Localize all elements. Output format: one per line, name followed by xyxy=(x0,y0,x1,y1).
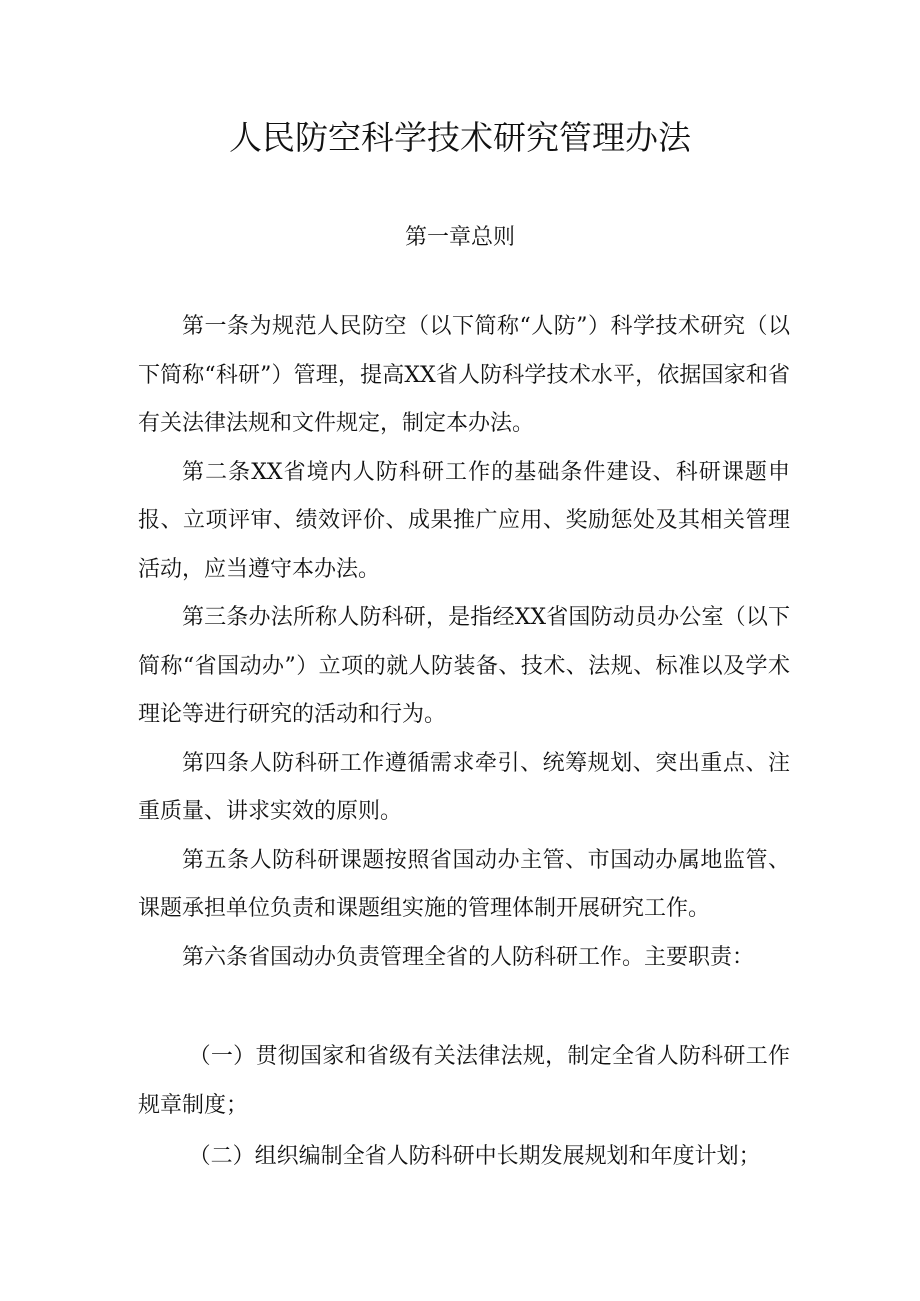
article-2: 第二条XX省境内人防科研工作的基础条件建设、科研课题申报、立项评审、绩效评价、成果推广应用、奖励惩处及其相关管理活动，应当遵守本办法。 xyxy=(138,459,790,582)
article-5: 第五条人防科研课题按照省国动办主管、市国动办属地监管、课题承担单位负责和课题组实施的管理体制开展研究工作。 xyxy=(138,847,790,921)
duty-item-1: （一）贯彻国家和省级有关法律法规，制定全省人防科研工作规章制度； xyxy=(138,1044,790,1118)
articles-section xyxy=(138,303,790,982)
article-3: 第三条办法所称人防科研，是指经XX省国防动员办公室（以下简称“省国动办”）立项的就人防装备、技术、法规、标准以及学术理论等进行研究的活动和行为。 xyxy=(138,605,790,727)
article-4: 第四条人防科研工作遵循需求牵引、统筹规划、突出重点、注重质量、讲求实效的原则。 xyxy=(138,750,790,824)
document-title: 人民防空科学技术研究管理办法 xyxy=(229,118,691,157)
article-6: 第六条省国动办负责管理全省的人防科研工作。主要职责： xyxy=(182,944,755,970)
duty-item-2: （二）组织编制全省人防科研中长期发展规划和年度计划； xyxy=(188,1144,761,1169)
article-1: 第一条为规范人民防空（以下简称“人防”）科学技术研究（以下简称“科研”）管理，提高XX省人防科学技术水平，依据国家和省有关法律法规和文件规定，制定本办法。 xyxy=(138,314,790,436)
duty-item-2-block xyxy=(138,1133,790,1182)
chapter-heading: 第一章总则 xyxy=(404,225,515,250)
duty-item-1-block xyxy=(138,1033,790,1130)
